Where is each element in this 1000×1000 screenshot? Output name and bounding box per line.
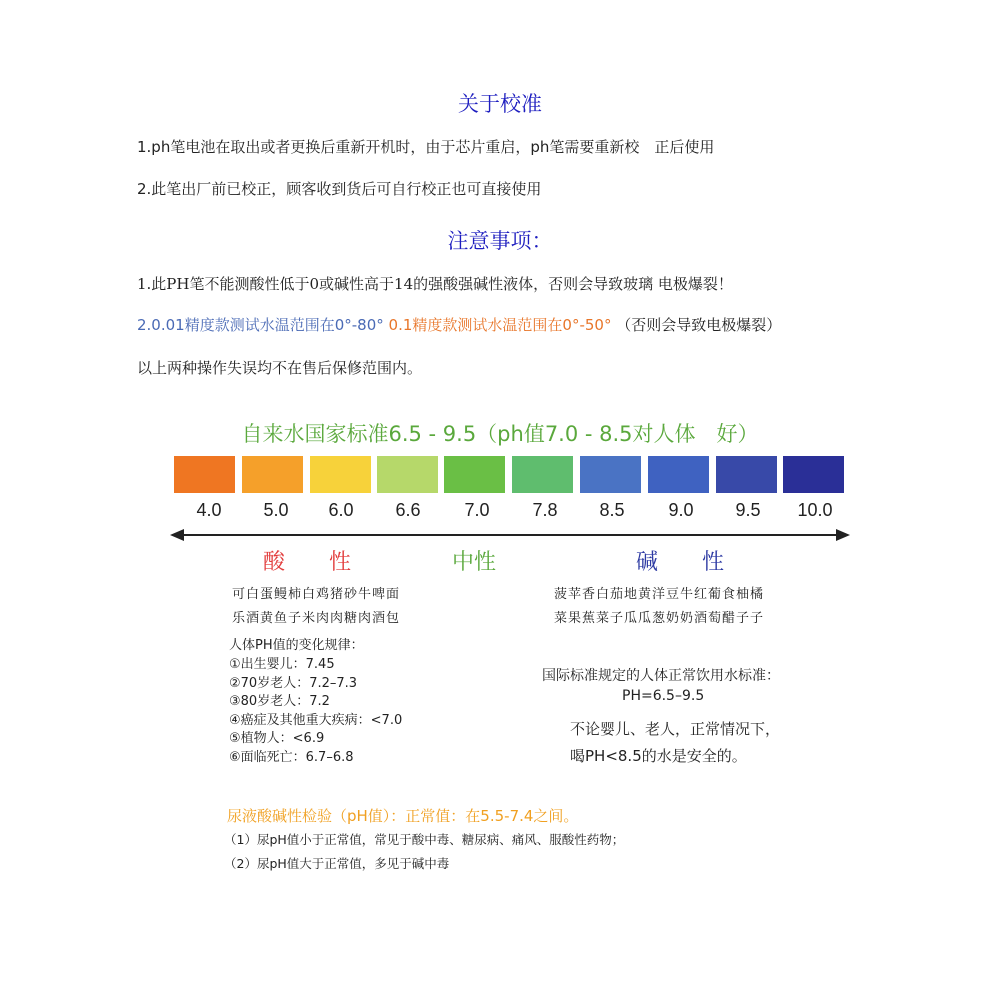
ph-swatch xyxy=(377,456,438,493)
body-ph-item: ①出生婴儿：7.45 xyxy=(229,657,335,672)
body-ph-item: ④癌症及其他重大疾病：<7.0 xyxy=(229,712,403,728)
water-std-line-1: 不论婴儿、老人，正常情况下， xyxy=(570,720,781,738)
ph-swatch xyxy=(174,456,235,493)
scale-title: 自来水国家标准6.5 - 9.5（ph值7.0 - 8.5对人体 好） xyxy=(241,422,759,446)
water-std-title: 国际标准规定的人体正常饮用水标准： xyxy=(542,668,780,684)
ph-tick: 9.0 xyxy=(668,500,694,520)
ph-tick: 7.8 xyxy=(532,500,558,520)
ph-swatch xyxy=(580,456,641,493)
alkaline-label: 碱 性 xyxy=(636,550,725,575)
calibration-line-2: 2.此笔出厂前已校正，顾客收到货后可自行校正也可直接使用 xyxy=(137,180,542,198)
acid-foods-row-1: 可白蛋鳗柿白鸡猪砂牛啤面 xyxy=(232,587,401,602)
ph-tick: 7.0 xyxy=(464,500,490,520)
notes-line-2-part-1: 2.0.01精度款测试水温范围在0°-80° xyxy=(137,316,384,334)
body-ph-item: ⑥面临死亡：6.7–6.8 xyxy=(229,749,354,765)
ph-swatch xyxy=(648,456,709,493)
neutral-label: 中性 xyxy=(452,550,497,575)
ph-swatch xyxy=(310,456,371,493)
ph-arrow xyxy=(170,524,850,546)
alkaline-foods-row-1: 菠苹香白茄地黄洋豆牛红葡食柚橘 xyxy=(554,587,765,602)
calibration-title: 关于校准 xyxy=(458,92,542,116)
water-std-line-2: 喝PH<8.5的水是安全的。 xyxy=(570,747,747,765)
notes-line-2-part-3: （否则会导致电极爆裂） xyxy=(616,316,782,334)
alkaline-foods-row-2: 菜果蕉菜子瓜瓜葱奶奶酒萄醋子子 xyxy=(554,611,765,626)
ph-tick: 6.6 xyxy=(395,500,421,520)
urine-line-1: （1）尿pH值小于正常值，常见于酸中毒、糖尿病、痛风、服酸性药物； xyxy=(224,832,625,847)
ph-swatch xyxy=(444,456,505,493)
arrow-left-icon xyxy=(170,529,184,541)
ph-tick: 8.5 xyxy=(599,500,625,520)
body-ph-list xyxy=(229,656,402,767)
ph-tick: 10.0 xyxy=(797,500,833,520)
ph-swatch xyxy=(242,456,303,493)
ph-swatch xyxy=(716,456,777,493)
urine-title: 尿液酸碱性检验（pH值）：正常值：在5.5-7.4之间。 xyxy=(227,807,579,825)
notes-title: 注意事项： xyxy=(447,229,553,253)
body-ph-title: 人体PH值的变化规律： xyxy=(229,638,364,653)
ph-tick: 4.0 xyxy=(196,500,222,520)
ph-swatch xyxy=(783,456,844,493)
calibration-line-1: 1.ph笔电池在取出或者更换后重新开机时，由于芯片重启，ph笔需要重新校 正后使用 xyxy=(137,138,715,156)
water-std-range: PH=6.5–9.5 xyxy=(622,688,705,704)
notes-line-1: 1.此PH笔不能测酸性低于0或碱性高于14的强酸强碱性液体，否则会导致玻璃 电极爆裂！ xyxy=(137,275,733,293)
notes-line-3: 以上两种操作失误均不在售后保修范围内。 xyxy=(137,359,423,377)
ph-tick: 6.0 xyxy=(328,500,354,520)
ph-tick: 5.0 xyxy=(263,500,289,520)
body-ph-item: ⑤植物人：<6.9 xyxy=(229,731,325,746)
arrow-right-icon xyxy=(836,529,850,541)
ph-tick: 9.5 xyxy=(735,500,761,520)
body-ph-item: ③80岁老人：7.2 xyxy=(229,694,330,709)
acid-foods-row-2: 乐酒黄鱼子米肉肉糖肉酒包 xyxy=(232,611,401,626)
notes-line-2 xyxy=(137,314,781,335)
body-ph-item: ②70岁老人：7.2–7.3 xyxy=(229,675,358,691)
ph-swatch xyxy=(512,456,573,493)
urine-line-2: （2）尿pH值大于正常值，多见于碱中毒 xyxy=(224,856,450,871)
notes-line-2-part-2: 0.1精度款测试水温范围在0°-50° xyxy=(388,316,612,334)
acid-label: 酸 性 xyxy=(263,550,352,575)
